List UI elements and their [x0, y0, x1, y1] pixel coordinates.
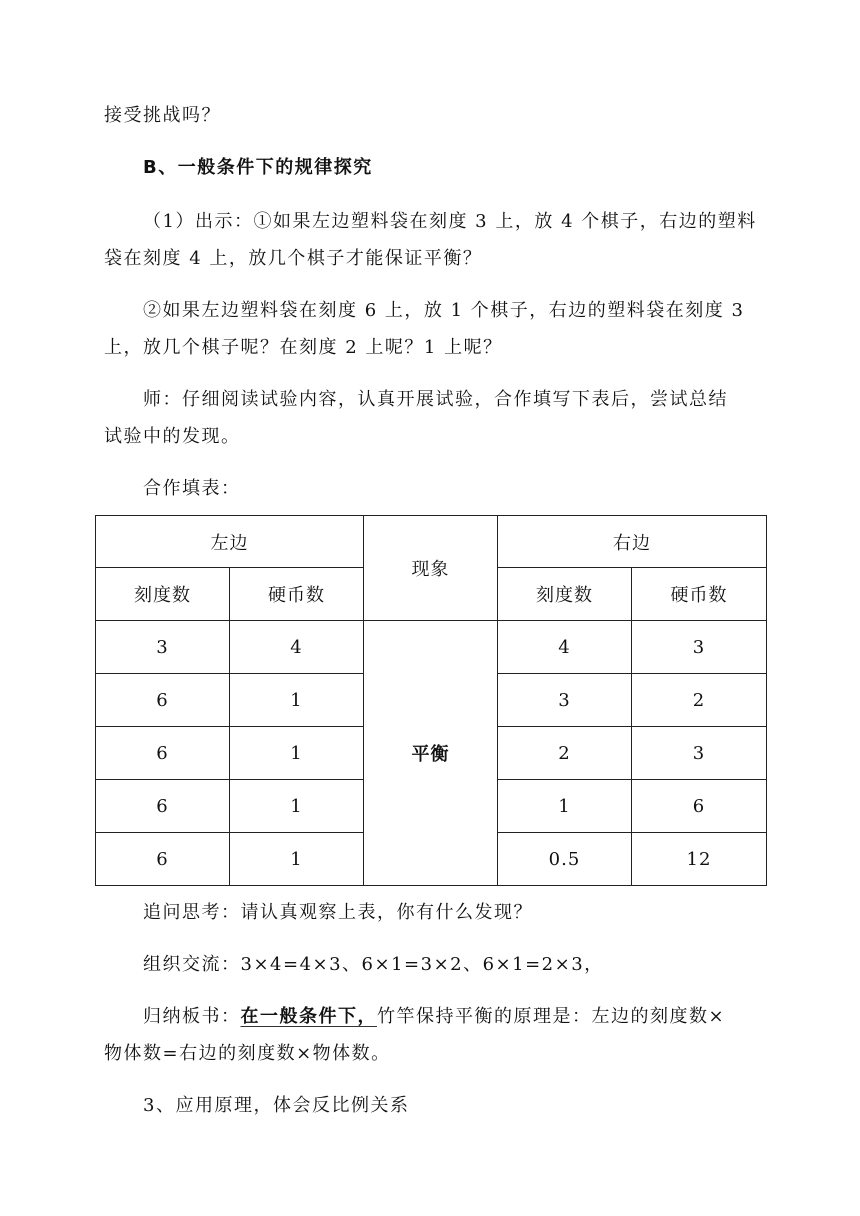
paragraph-line: 追问思考：请认真观察上表，你有什么发现？: [143, 902, 533, 923]
right-scale-cell: 1: [498, 780, 632, 833]
summary-text: 竹竿保持平衡的原理是：左边的刻度数×: [377, 1006, 726, 1027]
paragraph-line: 袋在刻度 4 上，放几个棋子才能保证平衡？: [104, 248, 483, 269]
right-scale-cell: 3: [498, 674, 632, 727]
left-scale-cell: 6: [96, 780, 230, 833]
left-scale-cell: 6: [96, 727, 230, 780]
table-row: [96, 621, 767, 674]
left-coins-cell: 1: [230, 674, 364, 727]
summary-emphasis: 在一般条件下，: [240, 1006, 377, 1027]
summary-line: [143, 1002, 725, 1028]
left-scale-header: 刻度数: [96, 568, 230, 621]
paragraph-line: ②如果左边塑料袋在刻度 6 上，放 1 个棋子，右边的塑料袋在刻度 3: [143, 300, 745, 321]
left-coins-cell: 1: [230, 833, 364, 886]
right-coins-cell: 3: [632, 727, 767, 780]
right-scale-cell: 2: [498, 727, 632, 780]
right-coins-cell: 6: [632, 780, 767, 833]
paragraph-line: 试验中的发现。: [104, 426, 241, 447]
experiment-table: [95, 515, 767, 886]
right-coins-cell: 3: [632, 621, 767, 674]
left-scale-cell: 3: [96, 621, 230, 674]
right-scale-header: 刻度数: [498, 568, 632, 621]
right-scale-cell: 4: [498, 621, 632, 674]
right-header: 右边: [498, 516, 767, 568]
right-scale-cell: 0.5: [498, 833, 632, 886]
paragraph-line: 合作填表：: [143, 478, 241, 499]
section-heading: B、一般条件下的规律探究: [143, 157, 373, 178]
left-scale-cell: 6: [96, 674, 230, 727]
paragraph-line: 组织交流：3×4=4×3、6×1=3×2、6×1=2×3，: [143, 954, 604, 975]
right-coins-cell: 2: [632, 674, 767, 727]
summary-label: 归纳板书：: [143, 1006, 241, 1027]
paragraph-line: （1）出示：①如果左边塑料袋在刻度 3 上，放 4 个棋子，右边的塑料: [143, 211, 757, 232]
paragraph-line: 接受挑战吗？: [104, 105, 221, 126]
paragraph-line: 物体数=右边的刻度数×物体数。: [104, 1043, 391, 1064]
right-coins-cell: 12: [632, 833, 767, 886]
left-coins-cell: 1: [230, 780, 364, 833]
left-coins-header: 硬币数: [230, 568, 364, 621]
left-header: 左边: [96, 516, 364, 568]
section-heading: 3、应用原理，体会反比例关系: [143, 1095, 410, 1116]
paragraph-line: 师：仔细阅读试验内容，认真开展试验，合作填写下表后，尝试总结: [143, 389, 728, 410]
left-scale-cell: 6: [96, 833, 230, 886]
phenomenon-header: 现象: [364, 516, 498, 621]
paragraph-line: 上，放几个棋子呢？在刻度 2 上呢？1 上呢？: [104, 337, 503, 358]
phenomenon-cell: 平衡: [364, 621, 498, 886]
right-coins-header: 硬币数: [632, 568, 767, 621]
left-coins-cell: 1: [230, 727, 364, 780]
left-coins-cell: 4: [230, 621, 364, 674]
